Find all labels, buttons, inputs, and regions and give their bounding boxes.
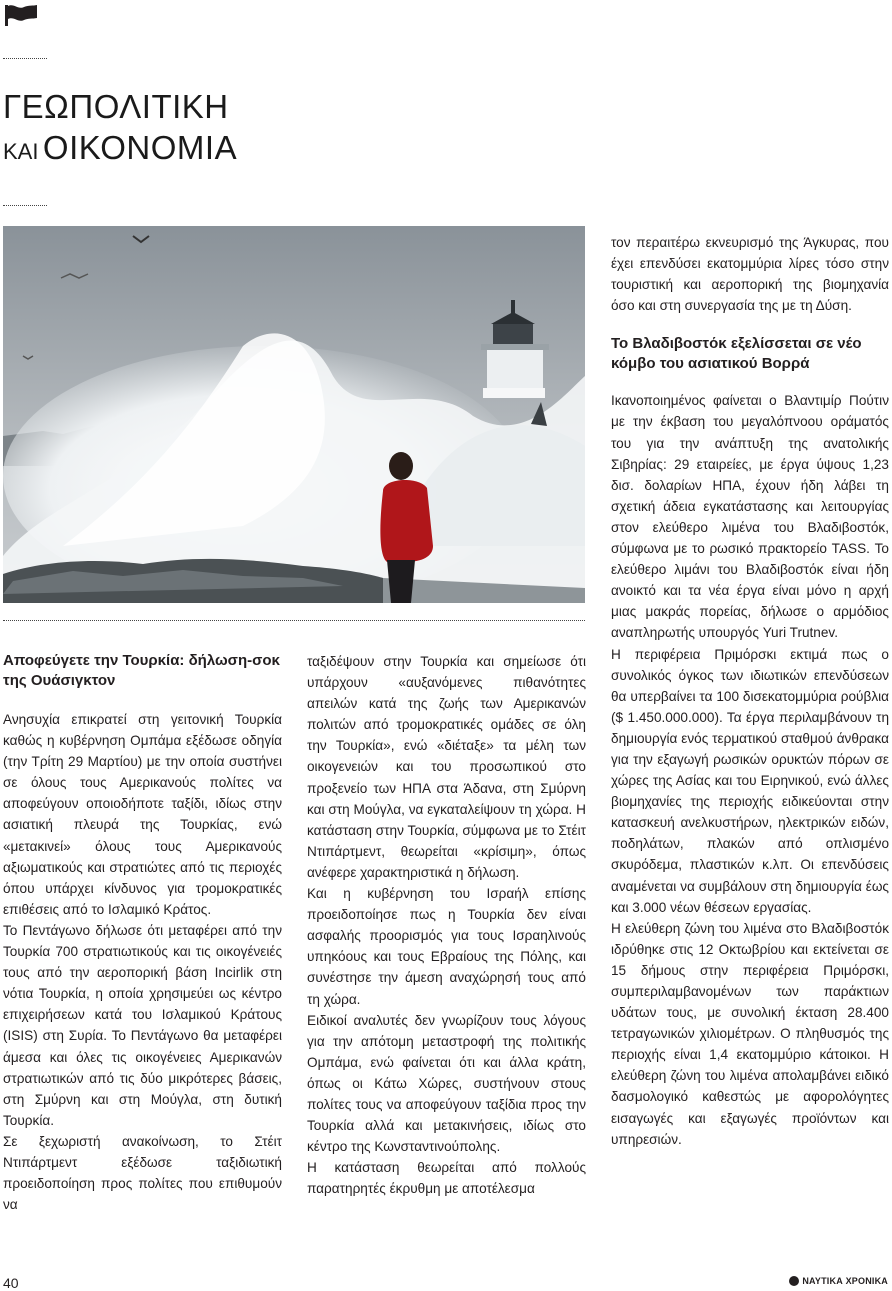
article2-paragraph: Η ελεύθερη ζώνη του λιμένα στο Βλαδιβοστόκ ιδρύθηκε στις 12 Οκτωβρίου και εκτείνεται σε 15 δήμους στην περιφέρεια Πριμόρσκι, συμπεριλαμβανομένων των παράκτιων υδάτων τους, με συνολική έκταση 28.400 τετραγωνικών χιλιομέτρων. Ο πληθυσμός της περιοχής είναι 1,4 εκατομμύριο κάτοικοι. Η ελεύθερη ζώνη του λιμένα απολαμβάνει ειδικό δασμολογικό καθεστώς με αφορολόγητες εισαγωγές και εξαγωγές προϊόντων και υπηρεσιών. xyxy=(611,920,889,1147)
brand-logo-icon xyxy=(789,1276,799,1286)
section-title-big: ΟΙΚΟΝΟΜΙΑ xyxy=(42,129,238,166)
storm-wave-photo xyxy=(3,226,585,603)
article1-col1-paragraph: Σε ξεχωριστή ανακοίνωση, το Στέιτ Ντιπάρτμεντ εξέδωσε ταξιδιωτική προειδοποίηση προς πολίτες που επιθυμούν να xyxy=(3,1133,282,1213)
brand-name: ΝΑΥΤΙΚΑ ΧΡΟΝΙΚΑ xyxy=(802,1276,888,1286)
publication-brand xyxy=(789,1276,888,1286)
article2-paragraph: Ικανοποιημένος φαίνεται ο Βλαντιμίρ Πούτιν με την έκβαση του μεγαλόπνοου οράματός του για την ανάπτυξη της ανατολικής Σιβηρίας: 29 εταιρείες, με έργα ύψους 1,23 δισ. δολαρίων ΗΠΑ, έχουν ήδη λάβει τη σχετική άδεια εγκατάστασης και λειτουργίας στον ελεύθερο λιμένα του Βλαδιβοστόκ, σύμφωνα με το ρωσικό πρακτορείο TASS. Το ελεύθερο λιμάνι του Βλαδιβοστόκ είναι ήδη ανοικτό και τα νέα έργα είναι μόνο η αρχή μιας μακράς πορείας, δήλωσε ο αρμόδιος αναπληρωτής υπουργός Yuri Trutnev. xyxy=(611,393,889,641)
article1-col1-paragraph: Το Πεντάγωνο δήλωσε ότι μεταφέρει από την Τουρκία 700 στρατιωτικούς και τις οικογένειές τους από την αεροπορική βάση Incirlik στη νότια Τουρκία, η οποία χρησιμεύει ως κέντρο επιχειρήσεων κατά του Ισλαμικού Κράτους (ISIS) στη Συρία. Το Πεντάγωνο θα μεταφέρει άμεσα και όλες τις οικογένειες Αμερικανών στρατιωτικών από τις δύο μικρότερες βάσεις, στη Σμύρνη και στη Μούγλα, στη δυτική Τουρκία. xyxy=(3,922,282,1128)
article1-col2-paragraph: Ειδικοί αναλυτές δεν γνωρίζουν τους λόγους για την απότομη μεταστροφή της πολιτικής Ομπάμα, ενώ φαίνεται ότι και άλλα κράτη, όπως οι Κάτω Χώρες, συστήνουν στους πολίτες τους να αποφεύγουν ταξίδια προς την Τουρκία αλλά και μετακινήσεις, ιδίως στο κέντρο της Κωνσταντινούπολης. xyxy=(307,1012,586,1155)
article1-col1-paragraph: Ανησυχία επικρατεί στη γειτονική Τουρκία καθώς η κυβέρνηση Ομπάμα εξέδωσε οδηγία (την Τρίτη 29 Μαρτίου) με την οποία συστήνει σε όλους τους Αμερικανούς πολίτες να αποφεύγουν οποιοδήποτε ταξίδι, ιδίως στην ασιατική πλευρά της Τουρκίας, ενώ «μετακινεί» όλους τους Αμερικανούς αξιωματικούς και στρατιώτες από τις περιοχές όπου υπάρχει κίνδυνος για τρομοκρατικές επιθέσεις από το Ισλαμικό Κράτος. xyxy=(3,712,282,917)
article1-column2 xyxy=(307,651,586,1199)
article2-column xyxy=(611,232,889,1150)
article2-paragraph: Η περιφέρεια Πριμόρσκι εκτιμά πως ο συνολικός όγκος των ιδιωτικών επενδύσεων θα υπερβαίνει τα 100 δισεκατομμύρια ρούβλια ($ 1.450.000.000). Τα έργα περιλαμβάνουν τη δημιουργία ενός τερματικού σταθμού άνθρακα για την εξαγωγή ρωσικών ορυκτών πόρων σε χώρες της Ασίας και του Ειρηνικού, ενώ άλλες βιομηχανίες της περιοχής ειδικεύονται στην κατασκευή ανελκυστήρων, ηλεκτρικών ειδών, ποδηλάτων, πλακών από οπλισμένο σκυρόδεμα, πλαστικών κ.λπ. Οι επενδύσεις αναμένεται να συμβάλουν στη δημιουργία έως και 3.000 νέων θέσεων εργασίας. xyxy=(611,646,889,915)
article2-intro-paragraph: τον περαιτέρω εκνευρισμό της Άγκυρας, που έχει επενδύσει εκατομμύρια λίρες τόσο στην τουριστική και αεροπορική της βιομηχανία όσο και στη συνεργασία της με τη Δύση. xyxy=(611,235,889,314)
page-number: 40 xyxy=(3,1275,19,1291)
title-dotted-rule xyxy=(3,205,47,206)
photo-dotted-rule xyxy=(3,620,585,621)
section-title-line1: ΓΕΩΠΟΛΙΤΙΚΗ xyxy=(3,88,229,125)
header-dotted-rule xyxy=(3,58,47,59)
article2-heading: Το Βλαδιβοστόκ εξελίσσεται σε νέο κόμβο του ασιατικού Βορρά xyxy=(611,335,862,373)
flag-icon xyxy=(4,4,38,26)
article1-heading: Αποφεύγετε την Τουρκία: δήλωση-σοκ της Ουάσιγκτον xyxy=(3,652,280,689)
section-title-small: ΚΑΙ xyxy=(3,139,39,164)
article1-col2-paragraph: ταξιδέψουν στην Τουρκία και σημείωσε ότι υπάρχουν «αυξανόμενες πιθανότητες απειλών κατά της ζωής των Αμερικανών πολιτών από τρομοκρατικές ομάδες σε όλη την Τουρκία», ενώ «διέταξε» τα μέλη των οικογενειών και του προσωπικού στο προξενείο των ΗΠΑ στα Άδανα, στη Σμύρνη και στη Μούγλα, να εγκαταλείψουν τη χώρα. Η κατάσταση στην Τουρκία, σύμφωνα με το Στέιτ Ντιπάρτμεντ, θεωρείται «κρίσιμη», όπως ανέφερε χαρακτηριστικά η δήλωση. xyxy=(307,654,586,880)
article1-col2-paragraph: Και η κυβέρνηση του Ισραήλ επίσης προειδοποίησε πως η Τουρκία δεν είναι ασφαλής προορισμός για τους Ισραηλινούς υπηκόους και τους Εβραίους της Πόλης, και συνέστησε την άμεση αναχώρησή τους από τη χώρα. xyxy=(307,886,586,1007)
article1-col2-paragraph: Η κατάσταση θεωρείται από πολλούς παρατηρητές έκρυθμη με αποτέλεσμα xyxy=(307,1160,586,1197)
article1-column1 xyxy=(3,651,282,1215)
section-title xyxy=(3,90,237,164)
